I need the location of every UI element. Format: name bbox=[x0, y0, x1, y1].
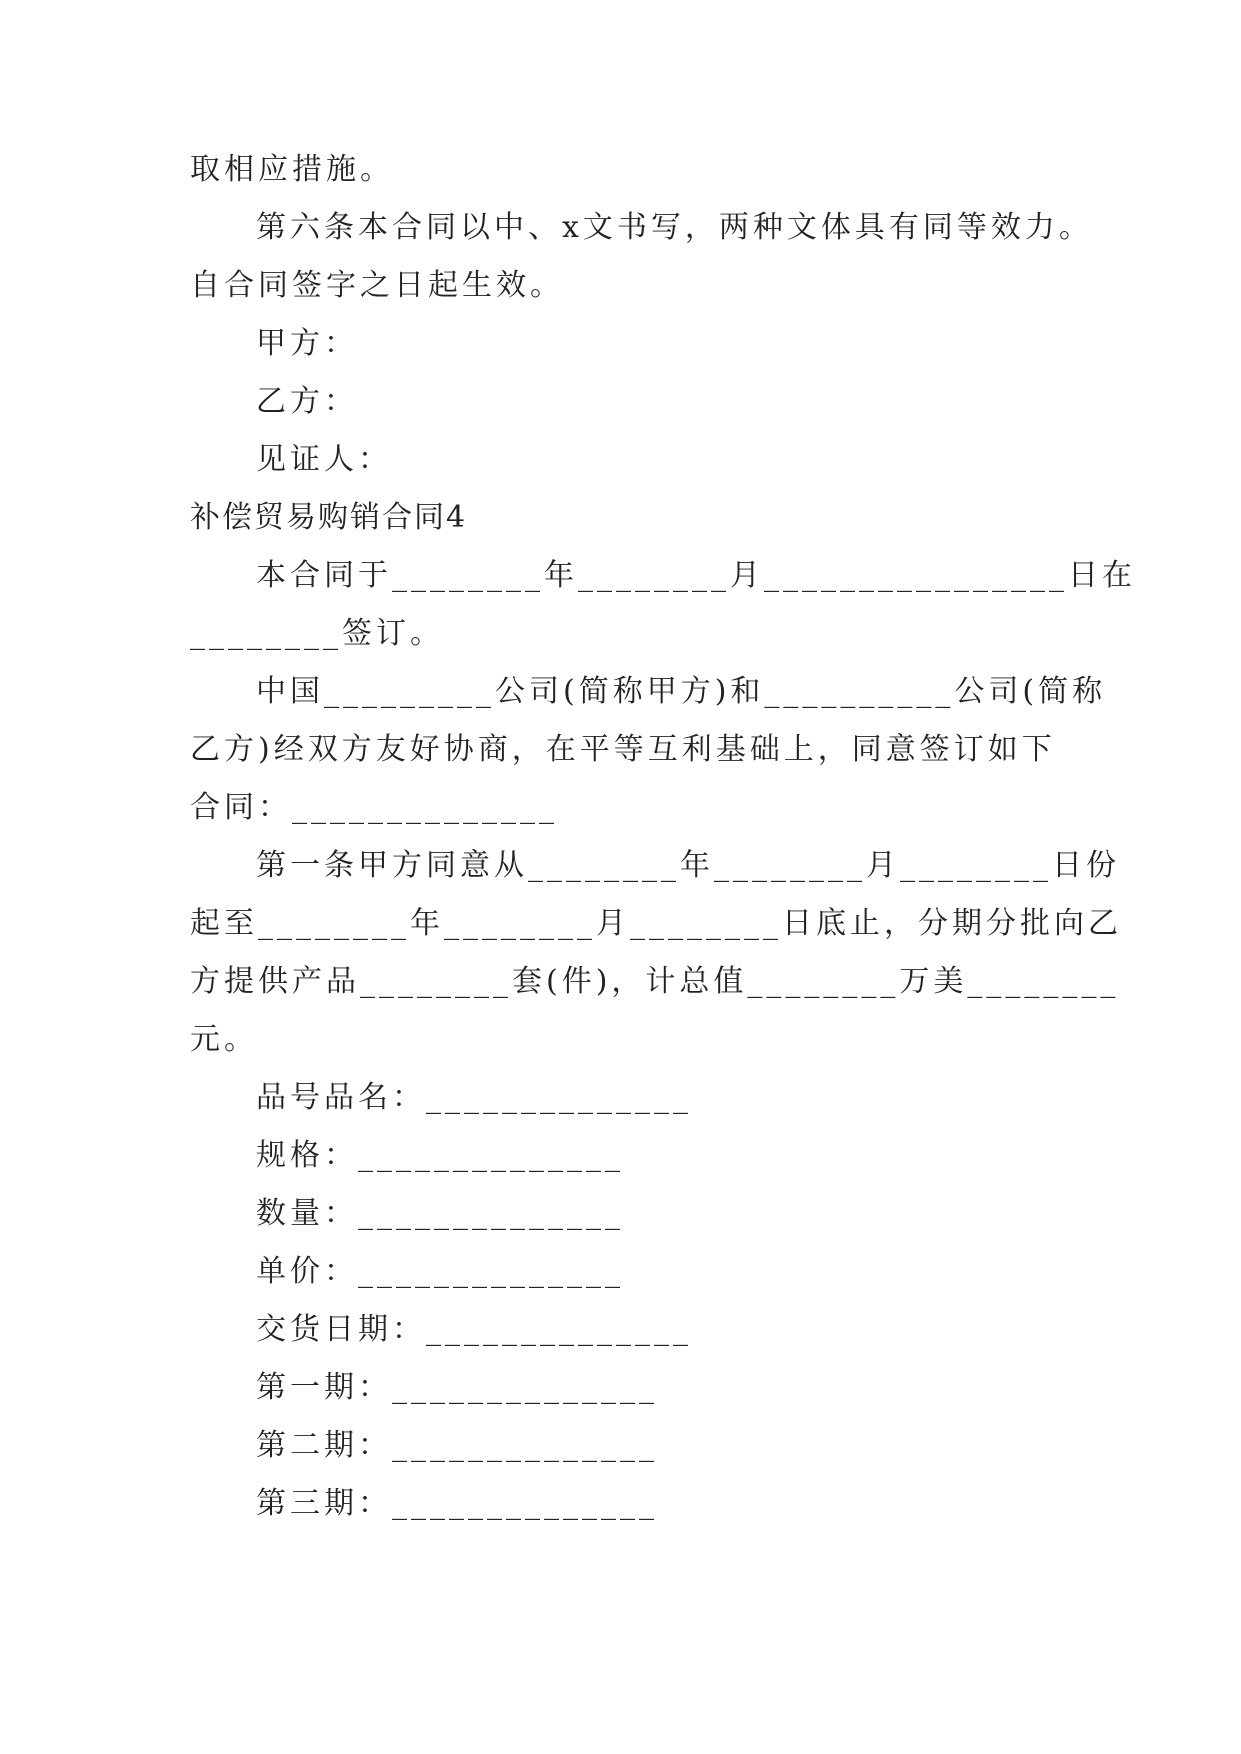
delivery-date-field: 交货日期：______________ bbox=[256, 1312, 692, 1347]
text-line: 乙方)经双方友好协商，在平等互利基础上，同意签订如下 bbox=[190, 732, 1056, 767]
quantity-field: 数量：______________ bbox=[256, 1196, 624, 1231]
product-name-field: 品号品名：______________ bbox=[256, 1080, 692, 1115]
signing-date-text: 本合同于________年________月________________日在 bbox=[256, 558, 1136, 593]
clause-1-text: 第一条甲方同意从________年________月________日份 bbox=[256, 848, 1120, 883]
phase-2-field: 第二期：______________ bbox=[256, 1428, 658, 1463]
party-b-label: 乙方： bbox=[256, 384, 358, 419]
text-line: ________签订。 bbox=[190, 616, 444, 651]
text-line: 元。 bbox=[190, 1022, 258, 1057]
phase-1-field: 第一期：______________ bbox=[256, 1370, 658, 1405]
text-line: 自合同签字之日起生效。 bbox=[190, 268, 564, 303]
phase-3-field: 第三期：______________ bbox=[256, 1486, 658, 1521]
text-line: 方提供产品________套(件)，计总值________万美________ bbox=[190, 964, 1120, 999]
text-line: 合同：______________ bbox=[190, 790, 558, 825]
contract-title: 补偿贸易购销合同4 bbox=[190, 500, 468, 535]
text-line: 取相应措施。 bbox=[190, 152, 394, 187]
party-a-label: 甲方： bbox=[256, 326, 358, 361]
unit-price-field: 单价：______________ bbox=[256, 1254, 624, 1289]
witness-label: 见证人： bbox=[256, 442, 392, 477]
text-line: 起至________年________月________日底止，分期分批向乙 bbox=[190, 906, 1122, 941]
clause-6-text: 第六条本合同以中、x文书写，两种文体具有同等效力。 bbox=[256, 210, 1093, 245]
specification-field: 规格：______________ bbox=[256, 1138, 624, 1173]
parties-text: 中国_________公司(简称甲方)和__________公司(简称 bbox=[256, 674, 1107, 709]
